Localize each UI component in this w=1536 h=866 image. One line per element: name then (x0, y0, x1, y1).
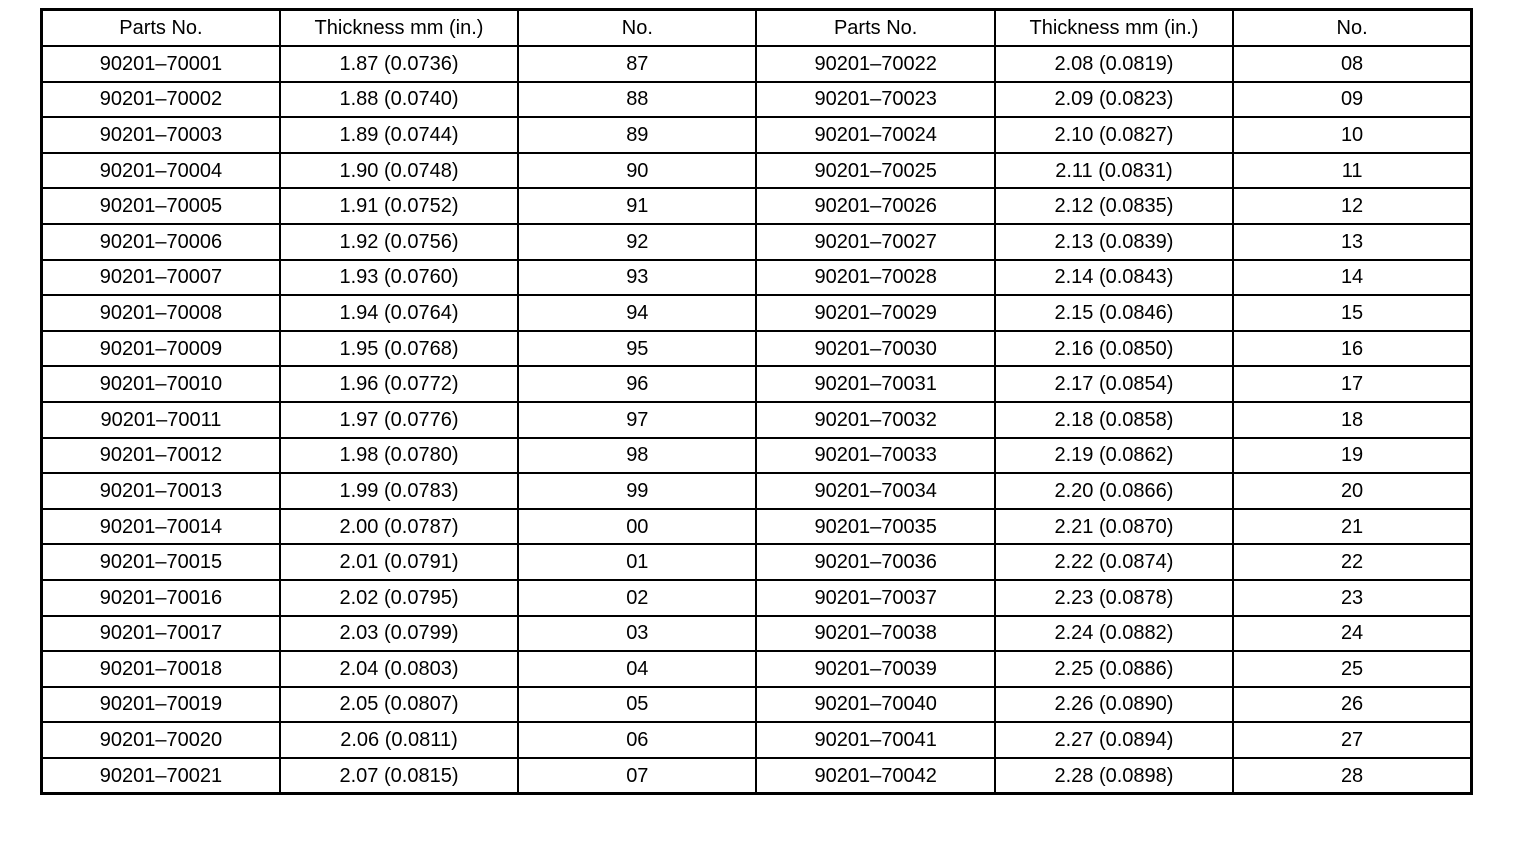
cell-parts-no-right: 90201–70026 (756, 188, 994, 224)
cell-no-left: 92 (518, 224, 756, 260)
cell-parts-no-right: 90201–70033 (756, 438, 994, 474)
table-row (42, 82, 1472, 118)
header-no-left: No. (518, 10, 756, 47)
cell-no-left: 97 (518, 402, 756, 438)
cell-no-right: 19 (1233, 438, 1471, 474)
table-row (42, 687, 1472, 723)
cell-no-left: 06 (518, 722, 756, 758)
cell-parts-no-right: 90201–70023 (756, 82, 994, 118)
cell-thickness-left: 1.98 (0.0780) (280, 438, 518, 474)
cell-parts-no-left: 90201–70009 (42, 331, 280, 367)
table-body (42, 46, 1472, 794)
cell-thickness-left: 1.90 (0.0748) (280, 153, 518, 189)
table-row (42, 188, 1472, 224)
cell-parts-no-left: 90201–70004 (42, 153, 280, 189)
cell-no-right: 13 (1233, 224, 1471, 260)
cell-thickness-left: 1.89 (0.0744) (280, 117, 518, 153)
cell-parts-no-left: 90201–70001 (42, 46, 280, 82)
cell-parts-no-left: 90201–70015 (42, 544, 280, 580)
cell-no-right: 25 (1233, 651, 1471, 687)
table-row (42, 616, 1472, 652)
cell-parts-no-left: 90201–70010 (42, 366, 280, 402)
cell-parts-no-right: 90201–70024 (756, 117, 994, 153)
cell-thickness-left: 2.02 (0.0795) (280, 580, 518, 616)
cell-thickness-right: 2.10 (0.0827) (995, 117, 1233, 153)
cell-no-left: 89 (518, 117, 756, 153)
cell-no-right: 17 (1233, 366, 1471, 402)
table-row (42, 509, 1472, 545)
table-row (42, 651, 1472, 687)
cell-parts-no-left: 90201–70003 (42, 117, 280, 153)
cell-parts-no-left: 90201–70002 (42, 82, 280, 118)
cell-no-right: 16 (1233, 331, 1471, 367)
cell-thickness-left: 1.87 (0.0736) (280, 46, 518, 82)
cell-thickness-right: 2.14 (0.0843) (995, 260, 1233, 296)
cell-no-left: 94 (518, 295, 756, 331)
table-row (42, 46, 1472, 82)
cell-thickness-right: 2.27 (0.0894) (995, 722, 1233, 758)
cell-thickness-right: 2.22 (0.0874) (995, 544, 1233, 580)
cell-no-right: 21 (1233, 509, 1471, 545)
cell-thickness-left: 1.88 (0.0740) (280, 82, 518, 118)
cell-no-left: 88 (518, 82, 756, 118)
cell-thickness-left: 1.96 (0.0772) (280, 366, 518, 402)
table-row (42, 117, 1472, 153)
cell-no-right: 24 (1233, 616, 1471, 652)
cell-no-right: 22 (1233, 544, 1471, 580)
cell-thickness-right: 2.12 (0.0835) (995, 188, 1233, 224)
cell-no-left: 96 (518, 366, 756, 402)
cell-parts-no-right: 90201–70031 (756, 366, 994, 402)
table-row (42, 473, 1472, 509)
cell-parts-no-left: 90201–70005 (42, 188, 280, 224)
cell-no-right: 10 (1233, 117, 1471, 153)
cell-thickness-left: 1.91 (0.0752) (280, 188, 518, 224)
cell-no-left: 07 (518, 758, 756, 794)
header-row (42, 10, 1472, 47)
cell-no-left: 01 (518, 544, 756, 580)
cell-thickness-right: 2.08 (0.0819) (995, 46, 1233, 82)
header-parts-no-right: Parts No. (756, 10, 994, 47)
cell-parts-no-left: 90201–70007 (42, 260, 280, 296)
table-row (42, 366, 1472, 402)
table-row (42, 153, 1472, 189)
cell-parts-no-left: 90201–70008 (42, 295, 280, 331)
cell-thickness-left: 1.95 (0.0768) (280, 331, 518, 367)
cell-no-left: 00 (518, 509, 756, 545)
cell-no-left: 90 (518, 153, 756, 189)
table-row (42, 544, 1472, 580)
cell-parts-no-right: 90201–70042 (756, 758, 994, 794)
cell-thickness-left: 1.92 (0.0756) (280, 224, 518, 260)
cell-thickness-left: 1.99 (0.0783) (280, 473, 518, 509)
cell-thickness-left: 1.93 (0.0760) (280, 260, 518, 296)
header-thickness-left: Thickness mm (in.) (280, 10, 518, 47)
cell-thickness-left: 2.00 (0.0787) (280, 509, 518, 545)
cell-no-left: 91 (518, 188, 756, 224)
cell-no-right: 15 (1233, 295, 1471, 331)
cell-no-right: 08 (1233, 46, 1471, 82)
cell-thickness-right: 2.11 (0.0831) (995, 153, 1233, 189)
shim-thickness-table (40, 8, 1473, 795)
cell-thickness-right: 2.09 (0.0823) (995, 82, 1233, 118)
cell-parts-no-left: 90201–70014 (42, 509, 280, 545)
cell-parts-no-left: 90201–70019 (42, 687, 280, 723)
cell-thickness-left: 1.94 (0.0764) (280, 295, 518, 331)
cell-thickness-left: 2.03 (0.0799) (280, 616, 518, 652)
header-no-right: No. (1233, 10, 1471, 47)
cell-parts-no-right: 90201–70030 (756, 331, 994, 367)
cell-no-right: 27 (1233, 722, 1471, 758)
header-parts-no-left: Parts No. (42, 10, 280, 47)
table-row (42, 331, 1472, 367)
table-row (42, 580, 1472, 616)
table-row (42, 295, 1472, 331)
cell-no-right: 20 (1233, 473, 1471, 509)
cell-thickness-left: 2.05 (0.0807) (280, 687, 518, 723)
cell-parts-no-right: 90201–70032 (756, 402, 994, 438)
cell-no-right: 28 (1233, 758, 1471, 794)
cell-thickness-right: 2.23 (0.0878) (995, 580, 1233, 616)
cell-thickness-right: 2.19 (0.0862) (995, 438, 1233, 474)
cell-parts-no-left: 90201–70016 (42, 580, 280, 616)
table-row (42, 402, 1472, 438)
cell-parts-no-right: 90201–70028 (756, 260, 994, 296)
header-thickness-right: Thickness mm (in.) (995, 10, 1233, 47)
cell-no-left: 03 (518, 616, 756, 652)
cell-no-right: 18 (1233, 402, 1471, 438)
cell-parts-no-right: 90201–70029 (756, 295, 994, 331)
shim-thickness-table-container (40, 8, 1473, 795)
cell-parts-no-right: 90201–70041 (756, 722, 994, 758)
cell-no-right: 12 (1233, 188, 1471, 224)
cell-parts-no-left: 90201–70011 (42, 402, 280, 438)
cell-no-left: 95 (518, 331, 756, 367)
cell-parts-no-left: 90201–70013 (42, 473, 280, 509)
cell-thickness-right: 2.24 (0.0882) (995, 616, 1233, 652)
cell-parts-no-right: 90201–70038 (756, 616, 994, 652)
cell-thickness-right: 2.20 (0.0866) (995, 473, 1233, 509)
cell-parts-no-right: 90201–70035 (756, 509, 994, 545)
cell-parts-no-right: 90201–70036 (756, 544, 994, 580)
cell-parts-no-left: 90201–70018 (42, 651, 280, 687)
table-row (42, 722, 1472, 758)
cell-thickness-right: 2.25 (0.0886) (995, 651, 1233, 687)
table-header (42, 10, 1472, 47)
cell-no-left: 04 (518, 651, 756, 687)
cell-no-right: 23 (1233, 580, 1471, 616)
cell-no-right: 26 (1233, 687, 1471, 723)
cell-parts-no-left: 90201–70012 (42, 438, 280, 474)
cell-thickness-left: 2.04 (0.0803) (280, 651, 518, 687)
cell-parts-no-left: 90201–70006 (42, 224, 280, 260)
cell-parts-no-right: 90201–70039 (756, 651, 994, 687)
cell-no-left: 05 (518, 687, 756, 723)
cell-no-left: 99 (518, 473, 756, 509)
cell-thickness-left: 2.06 (0.0811) (280, 722, 518, 758)
cell-no-left: 98 (518, 438, 756, 474)
table-row (42, 224, 1472, 260)
cell-no-right: 14 (1233, 260, 1471, 296)
cell-parts-no-right: 90201–70034 (756, 473, 994, 509)
cell-thickness-right: 2.17 (0.0854) (995, 366, 1233, 402)
table-row (42, 438, 1472, 474)
cell-parts-no-right: 90201–70037 (756, 580, 994, 616)
cell-parts-no-right: 90201–70025 (756, 153, 994, 189)
cell-thickness-left: 1.97 (0.0776) (280, 402, 518, 438)
cell-parts-no-right: 90201–70022 (756, 46, 994, 82)
cell-parts-no-right: 90201–70040 (756, 687, 994, 723)
cell-parts-no-left: 90201–70021 (42, 758, 280, 794)
cell-no-right: 09 (1233, 82, 1471, 118)
cell-thickness-left: 2.07 (0.0815) (280, 758, 518, 794)
cell-thickness-right: 2.21 (0.0870) (995, 509, 1233, 545)
cell-no-left: 93 (518, 260, 756, 296)
cell-parts-no-left: 90201–70020 (42, 722, 280, 758)
cell-thickness-right: 2.16 (0.0850) (995, 331, 1233, 367)
cell-parts-no-right: 90201–70027 (756, 224, 994, 260)
cell-no-left: 02 (518, 580, 756, 616)
cell-no-left: 87 (518, 46, 756, 82)
table-row (42, 758, 1472, 794)
table-row (42, 260, 1472, 296)
cell-thickness-right: 2.26 (0.0890) (995, 687, 1233, 723)
cell-thickness-right: 2.15 (0.0846) (995, 295, 1233, 331)
cell-no-right: 11 (1233, 153, 1471, 189)
cell-parts-no-left: 90201–70017 (42, 616, 280, 652)
cell-thickness-left: 2.01 (0.0791) (280, 544, 518, 580)
cell-thickness-right: 2.28 (0.0898) (995, 758, 1233, 794)
cell-thickness-right: 2.18 (0.0858) (995, 402, 1233, 438)
cell-thickness-right: 2.13 (0.0839) (995, 224, 1233, 260)
